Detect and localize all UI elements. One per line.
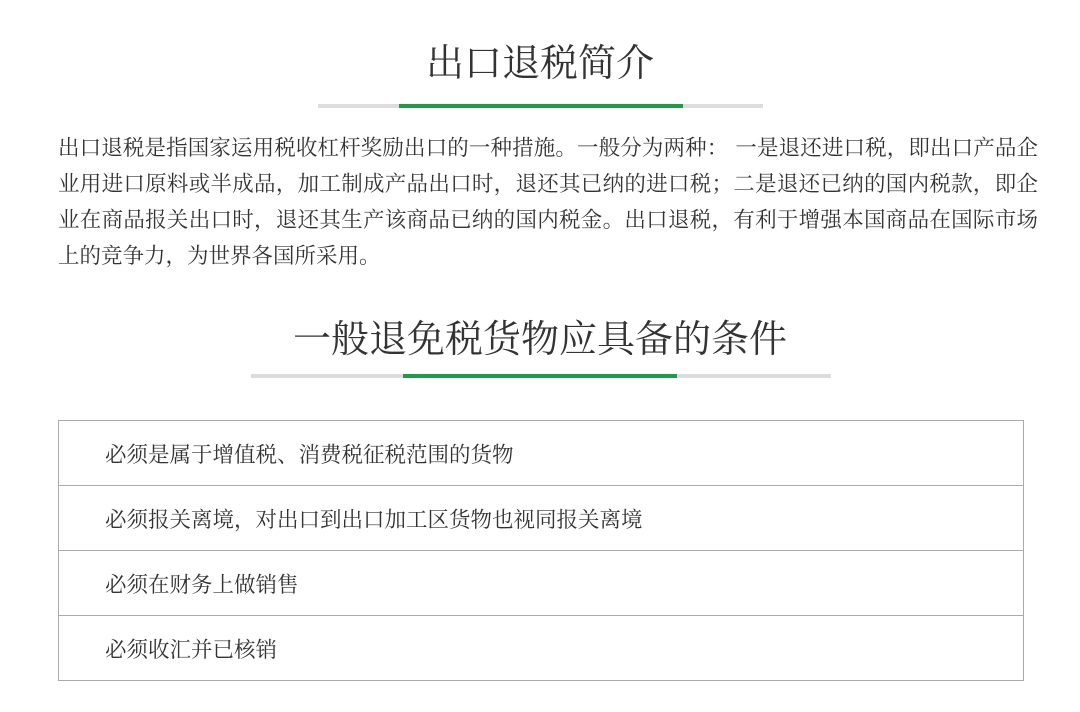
- condition-item: 必须在财务上做销售: [59, 551, 1023, 616]
- section-title: 一般退免税货物应具备的条件: [292, 317, 787, 361]
- condition-item: 必须收汇并已核销: [105, 637, 278, 663]
- heading-underline-track: [318, 104, 763, 108]
- heading-underline-accent: [399, 104, 683, 108]
- heading-underline-accent: [403, 374, 677, 378]
- section-title: 出口退税简介: [425, 41, 654, 85]
- section-heading-conditions: [0, 317, 1080, 361]
- intro-paragraph: 出口退税是指国家运用税收杠杆奖励出口的一种措施。一般分为两种： 一是退还进口税，即出口产品企业用进口原料或半成品，加工制成产品出口时，退还其已纳的进口税；二是退还已纳的国内税款，即企业在商品报关出口时，退还其生产该商品已纳的国内税金。出口退税，有利于增强本国商品在国际市场上的竞争力，为世界各国所采用。: [58, 136, 1038, 269]
- conditions-list: [58, 420, 1024, 681]
- condition-item: 必须报关离境，对出口到出口加工区货物也视同报关离境: [59, 486, 1023, 551]
- condition-item: 必须是属于增值税、消费税征税范围的货物: [59, 421, 1023, 486]
- section-heading-intro: [0, 41, 1080, 85]
- heading-underline-track: [251, 374, 831, 378]
